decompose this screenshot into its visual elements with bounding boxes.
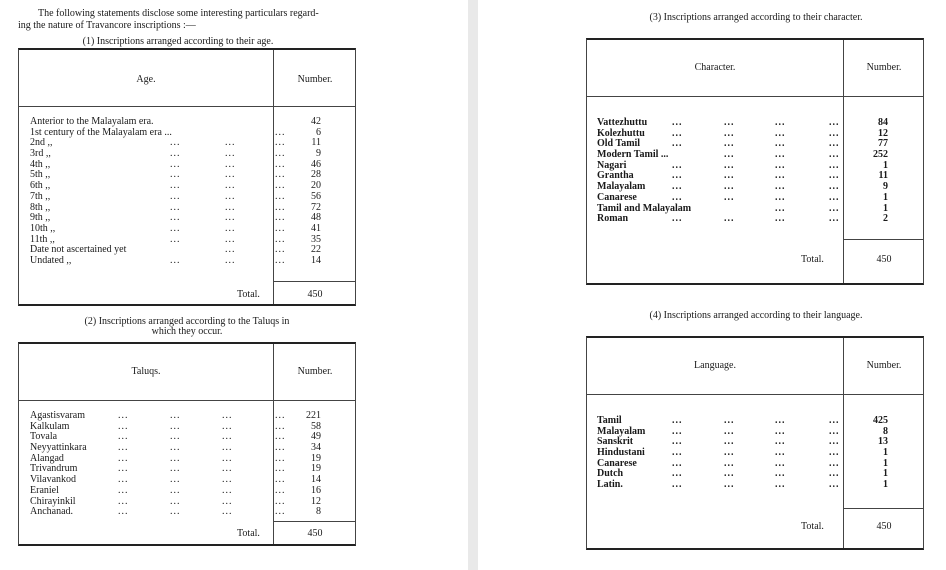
leader-dots: ... xyxy=(170,484,181,496)
leader-dots: ... xyxy=(775,149,786,161)
leader-dots: ... xyxy=(672,191,683,203)
row-value: 42 xyxy=(311,116,321,127)
leader-dots: ... xyxy=(724,117,735,128)
table-row xyxy=(597,193,843,204)
leader-dots: ... xyxy=(829,191,840,203)
leader-dots: ... xyxy=(275,180,286,192)
row-label: 3rd ,, xyxy=(30,148,51,160)
leader-dots: ... xyxy=(225,233,236,245)
table4-total-value: 450 xyxy=(876,521,892,532)
total-rule xyxy=(843,239,923,240)
leader-dots: ... xyxy=(829,127,840,139)
leader-dots: ... xyxy=(275,158,286,170)
table-row xyxy=(597,150,843,161)
row-label: 9th ,, xyxy=(30,212,51,224)
row-value: 252 xyxy=(873,149,888,161)
leader-dots: ... xyxy=(275,201,286,213)
table4-total-label: Total. xyxy=(801,521,824,532)
table1-total-value: 450 xyxy=(307,289,323,300)
leader-dots: ... xyxy=(170,222,181,234)
table2-row-values xyxy=(273,411,321,518)
table-row xyxy=(30,506,286,518)
leader-dots: ... xyxy=(275,474,286,486)
leader-dots: ... xyxy=(275,495,286,507)
leader-dots: ... xyxy=(118,442,129,454)
leader-dots: ... xyxy=(672,447,683,459)
leader-dots: ... xyxy=(275,452,286,464)
row-value: 9 xyxy=(316,148,321,160)
table-row xyxy=(597,459,843,470)
row-label: Vilavankod xyxy=(30,474,77,486)
row-label: Canarese xyxy=(597,191,637,203)
leader-dots: ... xyxy=(222,442,233,454)
leader-dots: ... xyxy=(170,463,181,475)
row-value: 20 xyxy=(311,180,321,192)
table3-row-labels xyxy=(597,118,843,225)
table-row xyxy=(597,469,843,480)
leader-dots: ... xyxy=(724,181,735,193)
total-rule xyxy=(273,281,355,282)
row-label: Malayalam xyxy=(597,425,646,437)
table4-header-language: Language. xyxy=(694,360,736,371)
leader-dots: ... xyxy=(275,148,286,160)
leader-dots: ... xyxy=(672,138,683,150)
page-gutter xyxy=(468,0,478,570)
leader-dots: ... xyxy=(775,425,786,437)
leader-dots: ... xyxy=(275,506,286,518)
leader-dots: ... xyxy=(829,479,840,491)
row-value: 12 xyxy=(878,127,888,139)
row-value: 8 xyxy=(883,425,888,437)
row-label: Tamil xyxy=(597,415,622,426)
table2-header-taluqs: Taluqs. xyxy=(131,366,161,377)
table1-caption: (1) Inscriptions arranged according to their age. xyxy=(82,36,274,47)
table-row xyxy=(30,212,286,224)
table-row xyxy=(597,204,843,215)
header-rule xyxy=(587,96,923,97)
row-label: Anchanad. xyxy=(30,506,74,518)
row-label: 7th ,, xyxy=(30,190,51,202)
header-rule xyxy=(19,400,355,401)
row-value: 72 xyxy=(311,201,321,213)
leader-dots: ... xyxy=(170,431,181,443)
leader-dots: ... xyxy=(724,468,735,480)
table-row xyxy=(30,474,286,486)
leader-dots: ... xyxy=(724,213,735,225)
leader-dots: ... xyxy=(724,436,735,448)
leader-dots: ... xyxy=(829,415,840,426)
leader-dots: ... xyxy=(829,436,840,448)
leader-dots: ... xyxy=(275,190,286,202)
table2-caption-line-2: which they occur. xyxy=(151,326,223,337)
row-label: 6th ,, xyxy=(30,180,51,192)
leader-dots: ... xyxy=(222,410,233,421)
leader-dots: ... xyxy=(724,415,735,426)
leader-dots: ... xyxy=(118,484,129,496)
leader-dots: ... xyxy=(275,254,286,266)
leader-dots: ... xyxy=(829,425,840,437)
row-value: 13 xyxy=(878,436,888,448)
row-label: Vattezhuttu xyxy=(597,117,648,128)
table3-total-value: 450 xyxy=(876,254,892,265)
leader-dots: ... xyxy=(222,431,233,443)
row-value: 14 xyxy=(311,474,321,486)
leader-dots: ... xyxy=(829,149,840,161)
leader-dots: ... xyxy=(775,447,786,459)
leader-dots: ... xyxy=(275,410,286,421)
table-row xyxy=(597,214,843,225)
leader-dots: ... xyxy=(724,138,735,150)
table4-row-values xyxy=(843,416,888,491)
row-value: 12 xyxy=(311,495,321,507)
row-label: Roman xyxy=(597,213,629,225)
row-label: Alangad xyxy=(30,452,64,464)
row-label: Old Tamil xyxy=(597,138,641,150)
leader-dots: ... xyxy=(672,457,683,469)
leader-dots: ... xyxy=(672,159,683,171)
row-value: 11 xyxy=(311,137,321,149)
leader-dots: ... xyxy=(275,222,286,234)
table-row xyxy=(30,420,286,433)
leader-dots: ... xyxy=(775,181,786,193)
row-value: 221 xyxy=(306,410,321,421)
leader-dots: ... xyxy=(275,137,286,149)
table-row xyxy=(30,158,286,171)
leader-dots: ... xyxy=(225,180,236,192)
row-label: Eraniel xyxy=(30,484,59,496)
row-value: 28 xyxy=(311,169,321,181)
row-value: 49 xyxy=(311,431,321,443)
leader-dots: ... xyxy=(225,212,236,224)
leader-dots: ... xyxy=(775,138,786,150)
header-rule xyxy=(587,394,923,395)
row-value: 19 xyxy=(311,463,321,475)
leader-dots: ... xyxy=(222,452,233,464)
table-row xyxy=(597,161,843,172)
leader-dots: ... xyxy=(724,170,735,182)
row-label: 2nd ,, xyxy=(30,137,53,149)
row-label: Dutch xyxy=(597,468,624,480)
table-row xyxy=(30,148,286,160)
row-value: 6 xyxy=(316,126,321,138)
leader-dots: ... xyxy=(225,201,236,213)
row-label: 1st century of the Malayalam era ... xyxy=(30,126,172,138)
row-label: Undated ,, xyxy=(30,254,72,266)
leader-dots: ... xyxy=(829,447,840,459)
table4-row-labels xyxy=(597,416,843,491)
table3-row-values xyxy=(843,118,888,225)
row-value: 425 xyxy=(873,415,888,426)
total-rule xyxy=(273,521,355,522)
leader-dots: ... xyxy=(829,159,840,171)
leader-dots: ... xyxy=(170,420,181,432)
leader-dots: ... xyxy=(775,170,786,182)
leader-dots: ... xyxy=(775,202,786,214)
table-row xyxy=(30,137,286,149)
table3-caption: (3) Inscriptions arranged according to their character. xyxy=(649,12,863,23)
leader-dots: ... xyxy=(118,452,129,464)
row-label: 10th ,, xyxy=(30,222,56,234)
row-label: Hindustani xyxy=(597,447,645,459)
row-label: Date not ascertained yet xyxy=(30,244,127,256)
row-value: 56 xyxy=(311,190,321,202)
leader-dots: ... xyxy=(724,159,735,171)
row-value: 58 xyxy=(311,420,321,432)
leader-dots: ... xyxy=(275,431,286,443)
row-label: Neyyattinkara xyxy=(30,442,87,454)
row-label: Tamil and Malayalam xyxy=(597,202,692,214)
table-row xyxy=(597,427,843,438)
leader-dots: ... xyxy=(775,468,786,480)
leader-dots: ... xyxy=(275,233,286,245)
leader-dots: ... xyxy=(724,457,735,469)
table-row xyxy=(30,484,286,497)
leader-dots: ... xyxy=(775,191,786,203)
row-label: Grantha xyxy=(597,170,634,182)
table3-total-label: Total. xyxy=(801,254,824,265)
right-page xyxy=(478,0,946,570)
leader-dots: ... xyxy=(170,201,181,213)
row-label: Modern Tamil ... xyxy=(597,149,669,161)
leader-dots: ... xyxy=(170,190,181,202)
table2-caption-line-1: (2) Inscriptions arranged according to the Taluqs in xyxy=(84,316,290,327)
leader-dots: ... xyxy=(170,254,181,266)
leader-dots: ... xyxy=(118,420,129,432)
row-label: 4th ,, xyxy=(30,158,51,170)
row-label: Canarese xyxy=(597,457,637,469)
row-value: 1 xyxy=(883,447,888,459)
table4-caption: (4) Inscriptions arranged according to their language. xyxy=(649,310,863,321)
leader-dots: ... xyxy=(275,169,286,181)
row-label: Sanskrit xyxy=(597,436,634,448)
row-value: 1 xyxy=(883,457,888,469)
row-value: 1 xyxy=(883,479,888,491)
leader-dots: ... xyxy=(672,436,683,448)
row-label: Chirayinkil xyxy=(30,495,76,507)
leader-dots: ... xyxy=(275,244,286,256)
leader-dots: ... xyxy=(829,202,840,214)
leader-dots: ... xyxy=(829,468,840,480)
row-value: 41 xyxy=(311,222,321,234)
leader-dots: ... xyxy=(170,452,181,464)
leader-dots: ... xyxy=(672,425,683,437)
leader-dots: ... xyxy=(275,484,286,496)
row-value: 8 xyxy=(316,506,321,518)
header-rule xyxy=(19,106,355,107)
leader-dots: ... xyxy=(170,474,181,486)
table1-header-number: Number. xyxy=(297,74,333,85)
row-value: 46 xyxy=(311,158,321,170)
leader-dots: ... xyxy=(118,463,129,475)
leader-dots: ... xyxy=(170,495,181,507)
row-value: 19 xyxy=(311,452,321,464)
table2-header-number: Number. xyxy=(297,366,333,377)
table-row xyxy=(30,442,286,454)
table-taluqs xyxy=(18,342,356,546)
total-rule xyxy=(843,508,923,509)
leader-dots: ... xyxy=(275,442,286,454)
row-value: 14 xyxy=(311,254,321,266)
leader-dots: ... xyxy=(225,158,236,170)
row-label: Nagari xyxy=(597,159,627,171)
leader-dots: ... xyxy=(775,159,786,171)
leader-dots: ... xyxy=(170,212,181,224)
row-label: Agastisvaram xyxy=(30,410,85,421)
leader-dots: ... xyxy=(724,425,735,437)
table3-header-number: Number. xyxy=(866,62,902,73)
leader-dots: ... xyxy=(775,436,786,448)
row-label: Kolezhuttu xyxy=(597,127,645,139)
row-label: Malayalam xyxy=(597,181,646,193)
row-label: Anterior to the Malayalam era. xyxy=(30,116,154,127)
leader-dots: ... xyxy=(170,148,181,160)
row-value: 1 xyxy=(883,191,888,203)
leader-dots: ... xyxy=(724,479,735,491)
leader-dots: ... xyxy=(775,117,786,128)
table2-row-labels xyxy=(30,410,286,518)
leader-dots: ... xyxy=(672,170,683,182)
table2-total-label: Total. xyxy=(237,528,260,539)
leader-dots: ... xyxy=(672,117,683,128)
leader-dots: ... xyxy=(672,415,683,426)
leader-dots: ... xyxy=(225,254,236,266)
leader-dots: ... xyxy=(775,415,786,426)
leader-dots: ... xyxy=(225,222,236,234)
row-label: 5th ,, xyxy=(30,169,51,181)
row-value: 1 xyxy=(883,159,888,171)
leader-dots: ... xyxy=(118,506,129,518)
leader-dots: ... xyxy=(672,468,683,480)
leader-dots: ... xyxy=(724,191,735,203)
leader-dots: ... xyxy=(275,212,286,224)
left-page xyxy=(0,0,468,570)
leader-dots: ... xyxy=(775,457,786,469)
leader-dots: ... xyxy=(829,117,840,128)
table4-header-number: Number. xyxy=(866,360,902,371)
table-row xyxy=(30,126,286,139)
table1-row-values xyxy=(273,117,321,267)
leader-dots: ... xyxy=(225,148,236,160)
row-value: 77 xyxy=(878,138,888,150)
row-value: 1 xyxy=(883,468,888,480)
row-value: 1 xyxy=(883,202,888,214)
table-language xyxy=(586,336,924,550)
leader-dots: ... xyxy=(170,410,181,421)
leader-dots: ... xyxy=(724,149,735,161)
leader-dots: ... xyxy=(222,420,233,432)
leader-dots: ... xyxy=(829,170,840,182)
leader-dots: ... xyxy=(225,169,236,181)
row-value: 16 xyxy=(311,484,321,496)
leader-dots: ... xyxy=(275,420,286,432)
table-character xyxy=(586,38,924,285)
table-row xyxy=(30,222,286,235)
table2-total-value: 450 xyxy=(307,528,323,539)
leader-dots: ... xyxy=(118,474,129,486)
intro-line-2: ing the nature of Travancore inscriptions :— xyxy=(18,20,196,31)
row-label: Trivandrum xyxy=(30,463,78,475)
table-row xyxy=(30,169,286,181)
row-value: 84 xyxy=(878,117,888,128)
row-value: 48 xyxy=(311,212,321,224)
leader-dots: ... xyxy=(829,213,840,225)
leader-dots: ... xyxy=(724,447,735,459)
intro-line-1: The following statements disclose some interesting particulars regard- xyxy=(38,8,319,19)
table-row xyxy=(30,254,286,267)
leader-dots: ... xyxy=(775,127,786,139)
leader-dots: ... xyxy=(170,169,181,181)
leader-dots: ... xyxy=(118,410,129,421)
table-row xyxy=(30,180,286,192)
row-label: 8th ,, xyxy=(30,201,51,213)
row-label: Kalkulam xyxy=(30,420,70,432)
leader-dots: ... xyxy=(672,479,683,491)
leader-dots: ... xyxy=(775,479,786,491)
leader-dots: ... xyxy=(672,181,683,193)
row-label: Tovala xyxy=(30,431,58,443)
leader-dots: ... xyxy=(222,484,233,496)
leader-dots: ... xyxy=(775,213,786,225)
table-row xyxy=(30,201,286,214)
row-value: 22 xyxy=(311,244,321,256)
row-value: 9 xyxy=(883,181,888,193)
table-row xyxy=(597,480,843,491)
leader-dots: ... xyxy=(222,474,233,486)
leader-dots: ... xyxy=(170,233,181,245)
table-row xyxy=(30,190,286,203)
leader-dots: ... xyxy=(170,158,181,170)
table3-header-character: Character. xyxy=(694,62,736,73)
leader-dots: ... xyxy=(170,137,181,149)
row-value: 35 xyxy=(311,233,321,245)
table-age xyxy=(18,48,356,306)
leader-dots: ... xyxy=(170,442,181,454)
leader-dots: ... xyxy=(118,431,129,443)
leader-dots: ... xyxy=(672,127,683,139)
leader-dots: ... xyxy=(222,495,233,507)
row-value: 2 xyxy=(883,213,888,225)
row-value: 34 xyxy=(311,442,321,454)
leader-dots: ... xyxy=(222,463,233,475)
leader-dots: ... xyxy=(225,190,236,202)
leader-dots: ... xyxy=(829,181,840,193)
table1-total-label: Total. xyxy=(237,289,260,300)
table1-header-age: Age. xyxy=(136,74,156,85)
table1-row-labels xyxy=(30,116,286,267)
leader-dots: ... xyxy=(222,506,233,518)
leader-dots: ... xyxy=(170,506,181,518)
leader-dots: ... xyxy=(829,138,840,150)
leader-dots: ... xyxy=(170,180,181,192)
leader-dots: ... xyxy=(275,463,286,475)
leader-dots: ... xyxy=(118,495,129,507)
leader-dots: ... xyxy=(829,457,840,469)
leader-dots: ... xyxy=(672,213,683,225)
row-label: 11th ,, xyxy=(30,233,55,245)
leader-dots: ... xyxy=(275,126,286,138)
leader-dots: ... xyxy=(225,137,236,149)
leader-dots: ... xyxy=(724,127,735,139)
leader-dots: ... xyxy=(225,244,236,256)
row-label: Latin. xyxy=(597,479,623,491)
row-value: 11 xyxy=(878,170,888,182)
